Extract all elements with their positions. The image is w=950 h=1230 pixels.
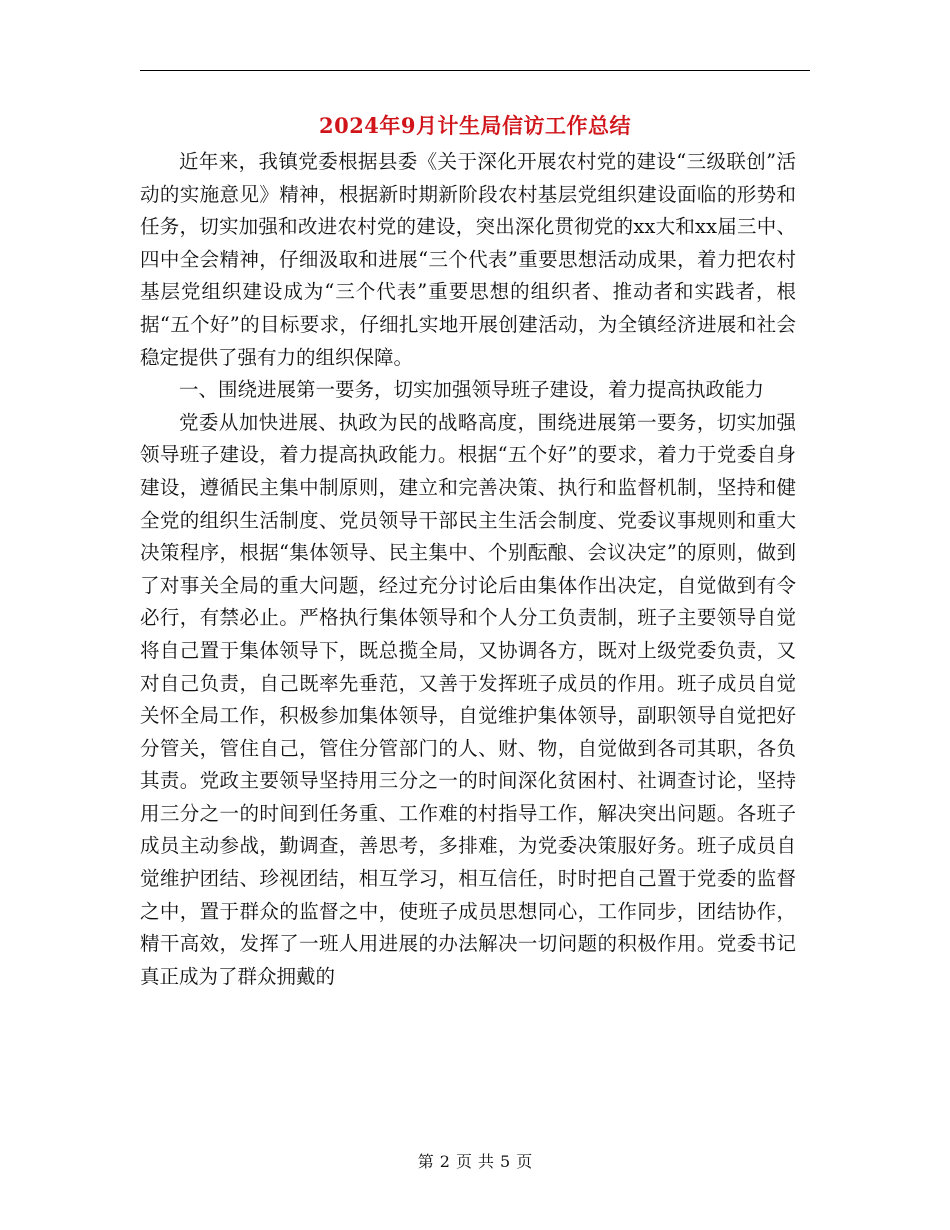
footer-page-suffix: 页	[516, 1152, 533, 1171]
body-paragraph-section-1: 党委从加快进展、执政为民的战略高度，围绕进展第一要务，切实加强领导班子建设，着力提高执政能力。根据“五个好”的要求，着力于党委自身建设，遵循民主集中制原则，建立和完善决策、执行和监督机制，坚持和健全党的组织生活制度、党员领导干部民主生活会制度、党委议事规则和重大决策程序，根据“集体领导、民主集中、个别酝酿、会议决定”的原则，做到了对事关全局的重大问题，经过充分讨论后由集体作出决定，自觉做到有令必行，有禁必止。严格执行集体领导和个人分工负责制，班子主要领导自觉将自己置于集体领导下，既总揽全局，又协调各方，既对上级党委负责，又对自己负责，自己既率先垂范，又善于发挥班子成员的作用。班子成员自觉关怀全局工作，积极参加集体领导，自觉维护集体领导，副职领导自觉把好分管关，管住自己，管住分管部门的人、财、物，自觉做到各司其职，各负其责。党政主要领导坚持用三分之一的时间深化贫困村、社调查讨论，坚持用三分之一的时间到任务重、工作难的村指导工作，解决突出问题。各班子成员主动参战，勤调查，善思考，多排难，为党委决策服好务。班子成员自觉维护团结、珍视团结，相互学习，相互信任，时时把自己置于党委的监督之中，置于群众的监督之中，使班子成员思想同心，工作同步，团结协作，精干高效，发挥了一班人用进展的办法解决一切问题的积极作用。党委书记真正成为了群众拥戴的	[140, 410, 796, 988]
document-title: 2024年9月计生局信访工作总结	[318, 113, 632, 138]
section-heading-1: 一、围绕进展第一要务，切实加强领导班子建设，着力提高执政能力	[179, 378, 765, 402]
footer-page-prefix: 第	[417, 1152, 434, 1171]
document-body	[140, 146, 796, 993]
body-paragraph-intro: 近年来，我镇党委根据县委《关于深化开展农村党的建设“三级联创”活动的实施意见》精神，根据新时期新阶段农村基层党组织建设面临的形势和任务，切实加强和改进农村党的建设，突出深化贯彻党的xx大和xx届三中、四中全会精神，仔细汲取和进展“三个代表”重要思想活动成果，着力把农村基层党组织建设成为“三个代表”重要思想的组织者、推动者和实践者，根据“五个好”的目标要求，仔细扎实地开展创建活动，为全镇经济进展和社会稳定提供了强有力的组织保障。	[140, 150, 796, 369]
page-footer	[140, 1150, 810, 1174]
footer-total-pages: 5	[500, 1152, 511, 1171]
footer-page-number: 2	[439, 1152, 450, 1171]
header-rule	[140, 70, 810, 71]
footer-total-label: 共	[478, 1152, 495, 1171]
footer-page-mid: 页	[455, 1152, 472, 1171]
